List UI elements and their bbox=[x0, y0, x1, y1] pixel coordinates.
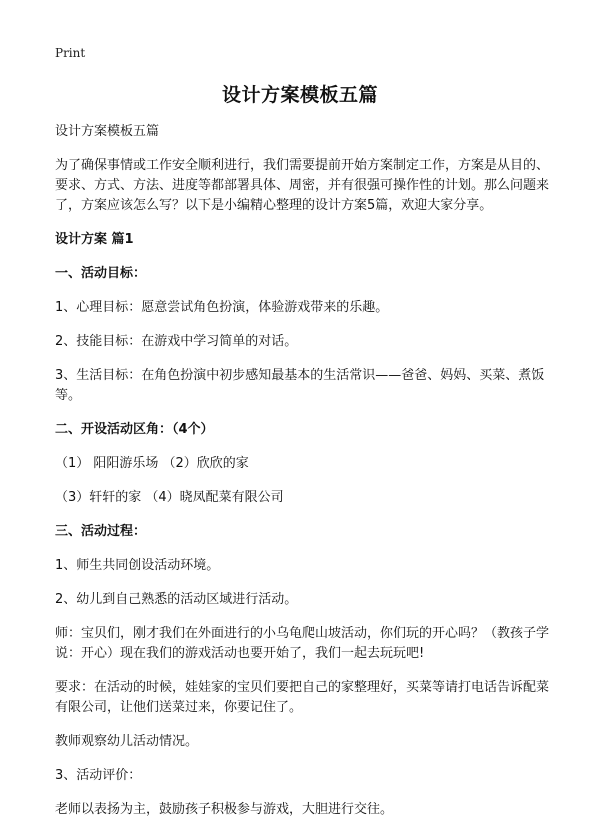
process-step-1: 1、师生共同创设活动环境。 bbox=[55, 558, 220, 573]
evaluation-paragraph: 老师以表扬为主，鼓励孩子积极参与游戏，大胆进行交往。 bbox=[55, 802, 394, 817]
print-link[interactable]: Print bbox=[55, 46, 86, 60]
process-step-2: 2、幼儿到自己熟悉的活动区域进行活动。 bbox=[55, 592, 298, 607]
intro-paragraph: 为了确保事情或工作安全顺利进行，我们需要提前开始方案制定工作，方案是从目的、要求、方式、方法、进度等都部署具体、周密，并有很强可操作性的计划。那么问题来了，方案应该怎么写？以下是小编精心整理的设计方案5篇，欢迎大家分享。 bbox=[55, 158, 550, 213]
areas-line-2: （3）轩轩的家 （4）晓凤配菜有限公司 bbox=[55, 490, 284, 505]
heading-activity-process: 三、活动过程： bbox=[55, 524, 147, 539]
section-heading-part1: 设计方案 篇1 bbox=[55, 232, 134, 247]
document-title: 设计方案模板五篇 bbox=[221, 84, 378, 106]
goal-life: 3、生活目标：在角色扮演中初步感知最基本的生活常识——爸爸、妈妈、买菜、煮饭等。 bbox=[55, 368, 545, 403]
heading-activity-areas: 二、开设活动区角：（4个） bbox=[55, 422, 214, 437]
document-body bbox=[55, 122, 555, 834]
evaluation-heading: 3、活动评价： bbox=[55, 768, 142, 783]
heading-activity-goals: 一、活动目标： bbox=[55, 266, 147, 281]
goal-psychological: 1、心理目标：愿意尝试角色扮演，体验游戏带来的乐趣。 bbox=[55, 300, 389, 315]
observation-paragraph: 教师观察幼儿活动情况。 bbox=[55, 734, 199, 749]
areas-line-1: （1） 阳阳游乐场 （2）欣欣的家 bbox=[55, 456, 249, 471]
requirement-paragraph: 要求：在活动的时候，娃娃家的宝贝们要把自己的家整理好，买菜等请打电话告诉配菜有限公司，让他们送菜过来，你要记住了。 bbox=[55, 680, 550, 715]
goal-skill: 2、技能目标：在游戏中学习简单的对话。 bbox=[55, 334, 298, 349]
teacher-dialogue: 师：宝贝们，刚才我们在外面进行的小乌龟爬山坡活动，你们玩的开心吗？（教孩子学说：开心）现在我们的游戏活动也要开始了，我们一起去玩玩吧! bbox=[55, 626, 550, 661]
subtitle-paragraph: 设计方案模板五篇 bbox=[55, 124, 160, 139]
